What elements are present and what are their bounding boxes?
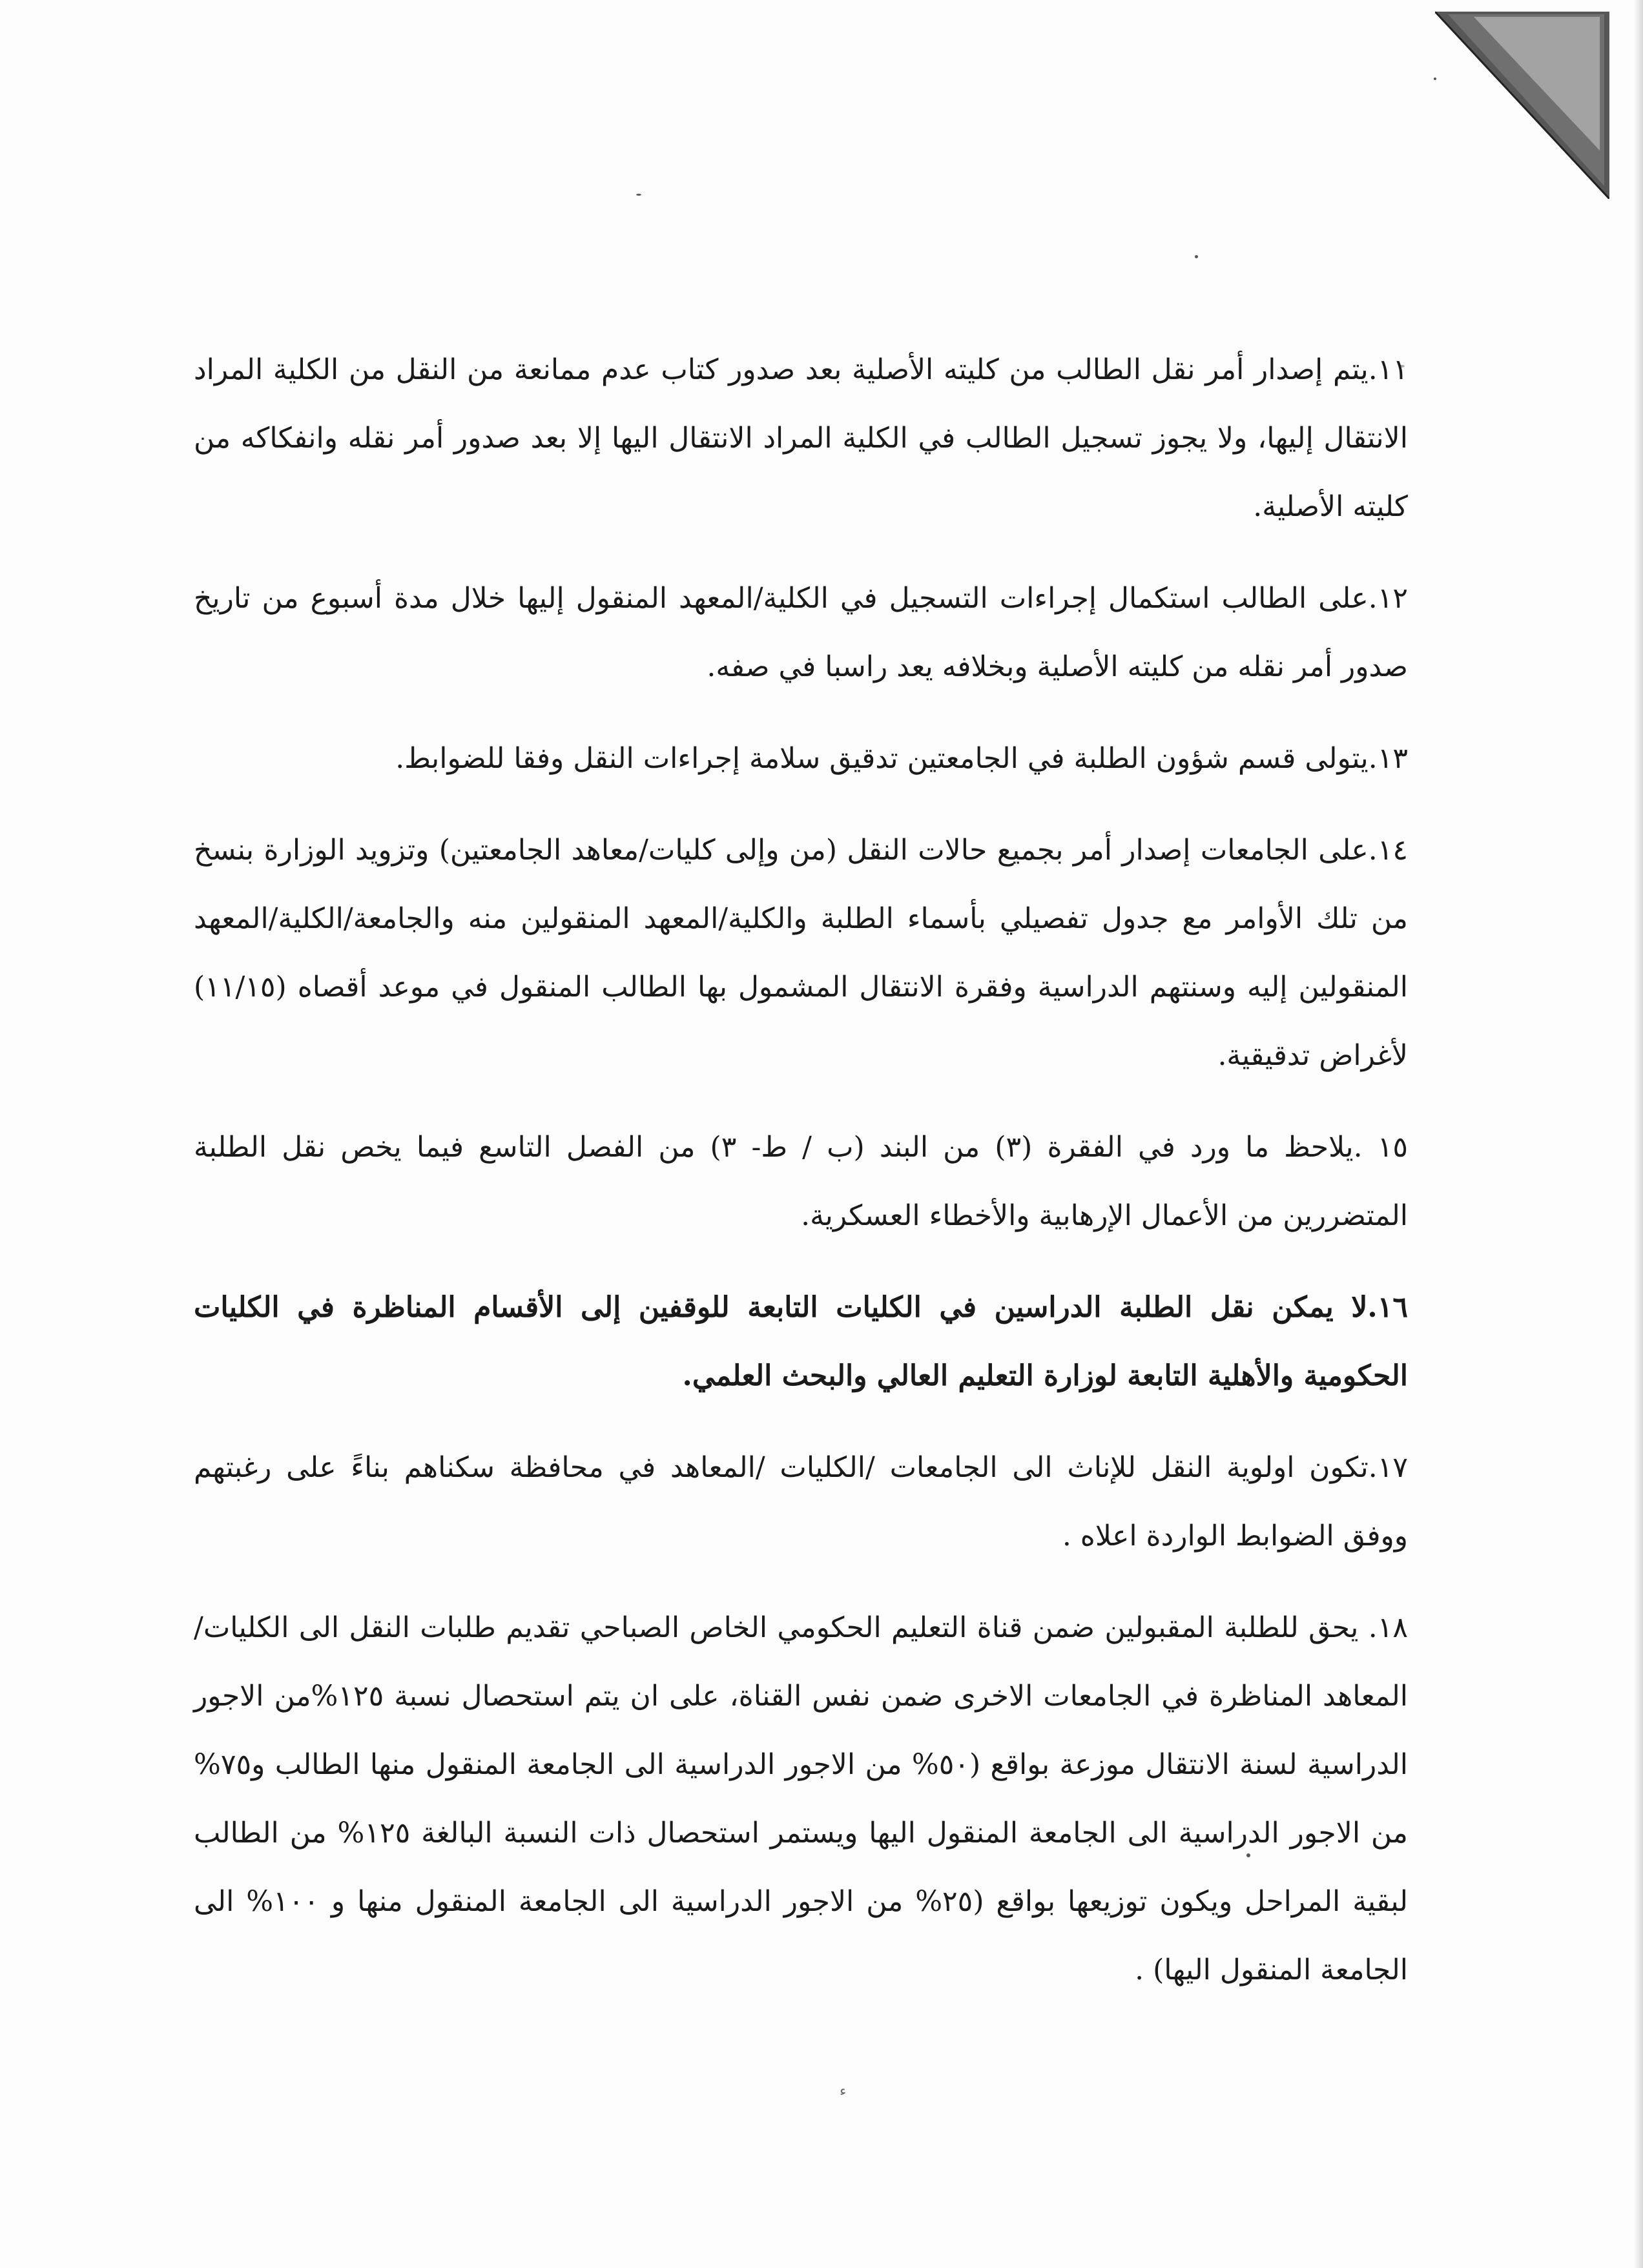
scan-edge [1634,0,1643,2268]
scan-speck [1434,77,1436,80]
page-mark: ء [840,2083,847,2099]
document-body [194,336,1408,2028]
clause-16: ١٦.لا يمكن نقل الطلبة الدراسين في الكليات التابعة للوقفين إلى الأقسام المناظرة في الكليات الحكومية والأهلية التابعة لوزارة التعليم العالي والبحث العلمي. [194,1291,1408,1392]
scan-speck [1195,255,1198,258]
folded-corner-graphic [1435,12,1609,199]
clause-11: ١١.يتم إصدار أمر نقل الطالب من كليته الأصلية بعد صدور كتاب عدم ممانعة من النقل من الكلية المراد الانتقال إليها، ولا يجوز تسجيل الطالب في الكلية المراد الانتقال اليها إلا بعد صدور أمر نقله وانفكاكه من كليته الأصلية. [194,353,1409,523]
scan-speck [636,194,641,196]
clause-13: ١٣.يتولى قسم شؤون الطلبة في الجامعتين تدقيق سلامة إجراءات النقل وفقا للضوابط. [395,742,1408,775]
clause-14: ١٤.على الجامعات إصدار أمر بجميع حالات النقل (من وإلى كليات/معاهد الجامعتين) وتزويد الوزارة بنسخ من تلك الأوامر مع جدول تفصيلي بأسماء الطلبة والكلية/المعهد المنقولين منه والجامعة/الكلية/المعهد المنقولين إليه وسنتهم الدراسية وفقرة الانتقال المشمول بها الطالب المنقول في موعد أقصاه (١١/١٥) لأغراض تدقيقية. [194,834,1409,1072]
clause-12: ١٢.على الطالب استكمال إجراءات التسجيل في الكلية/المعهد المنقول إليها خلال مدة أسبوع من تاريخ صدور أمر نقله من كليته الأصلية وبخلافه يعد راسبا في صفه. [194,582,1408,683]
clause-18: ١٨. يحق للطلبة المقبولين ضمن قناة التعليم الحكومي الخاص الصباحي تقديم طلبات النقل الى الكليات/المعاهد المناظرة في الجامعات الاخرى ضمن نفس القناة، على ان يتم استحصال نسبة ١٢٥%من الاجور الدراسية لسنة الانتقال موزعة بواقع (٥٠% من الاجور الدراسية الى الجامعة المنقول منها الطالب و٧٥% من الاجور الدراسية الى الجامعة المنقول اليها ويستمر استحصال ذات النسبة البالغة ١٢٥% من الطالب لبقية المراحل ويكون توزيعها بواقع (٢٥% من الاجور الدراسية الى الجامعة المنقول منها و ١٠٠% الى الجامعة المنقول اليها) . [194,1611,1409,1986]
clause-15: ١٥ .يلاحظ ما ورد في الفقرة (٣) من البند (ب / ط- ٣) من الفصل التاسع فيما يخص نقل الطلبة المتضررين من الأعمال الإرهابية والأخطاء العسكرية. [194,1131,1408,1232]
clause-17: ١٧.تكون اولوية النقل للإناث الى الجامعات /الكليات /المعاهد في محافظة سكناهم بناءً على رغبتهم ووفق الضوابط الواردة اعلاه . [194,1451,1408,1552]
